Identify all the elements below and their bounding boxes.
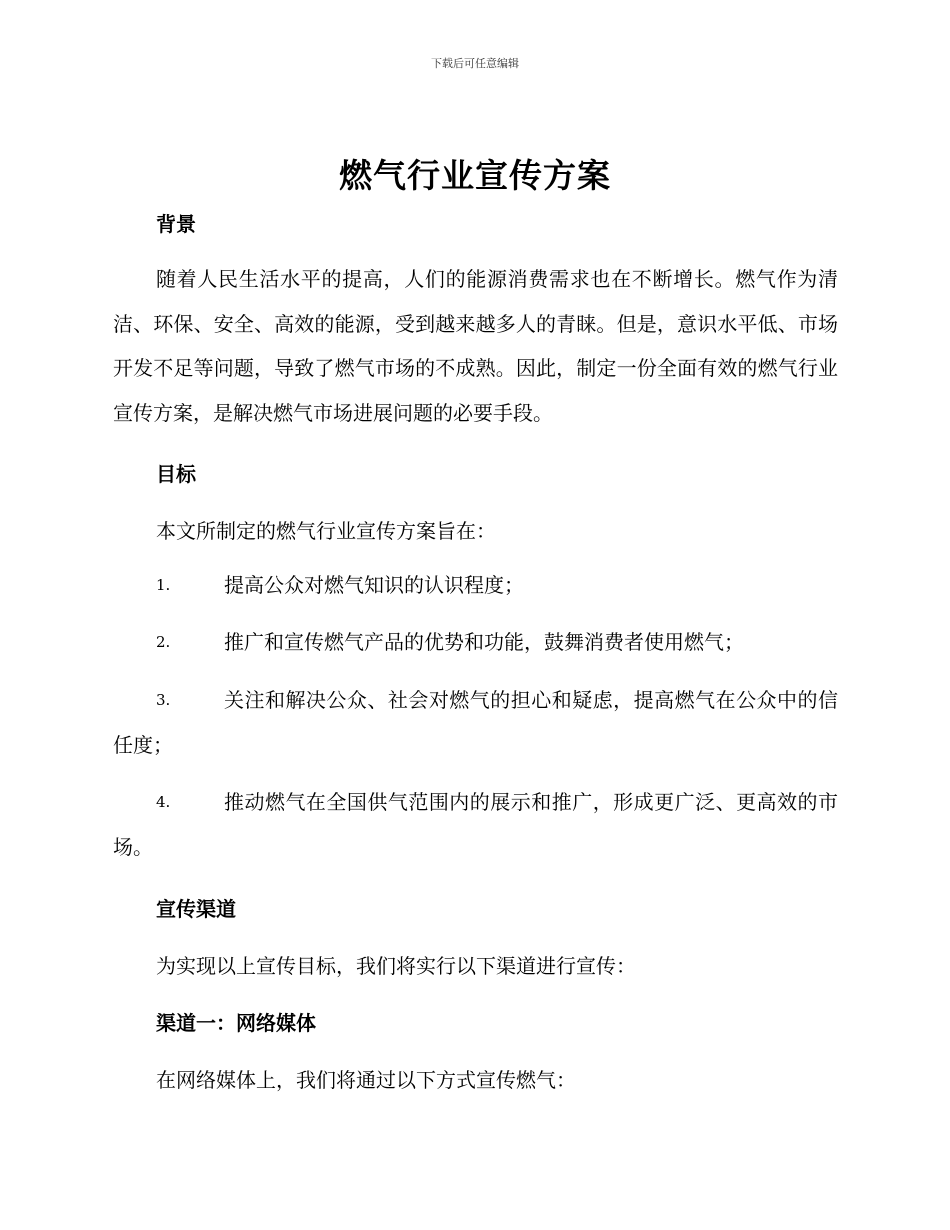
goals-heading: 目标 bbox=[156, 462, 196, 486]
goal-item-number: 2. bbox=[156, 633, 171, 651]
goal-item-3 bbox=[113, 678, 838, 768]
goal-item-text: 关注和解决公众、社会对燃气的担心和疑虑，提高燃气在公众中的信任度； bbox=[113, 688, 838, 757]
goal-item-number: 3. bbox=[156, 691, 171, 709]
channels-intro: 为实现以上宣传目标，我们将实行以下渠道进行宣传： bbox=[156, 954, 636, 978]
background-paragraph: 随着人民生活水平的提高，人们的能源消费需求也在不断增长。燃气作为清洁、环保、安全、高效的能源，受到越来越多人的青睐。但是，意识水平低、市场开发不足等问题，导致了燃气市场的不成熟。因此，制定一份全面有效的燃气行业宣传方案，是解决燃气市场进展问题的必要手段。 bbox=[113, 267, 838, 425]
goal-item-1 bbox=[113, 563, 838, 608]
goal-item-text: 推动燃气在全国供气范围内的展示和推广，形成更广泛、更高效的市场。 bbox=[113, 790, 838, 859]
goals-intro: 本文所制定的燃气行业宣传方案旨在： bbox=[156, 519, 496, 543]
goal-item-number: 1. bbox=[156, 576, 171, 594]
channel-1-intro: 在网络媒体上，我们将通过以下方式宣传燃气： bbox=[156, 1068, 576, 1092]
header-note: 下载后可任意编辑 bbox=[431, 57, 519, 70]
goal-item-text: 提高公众对燃气知识的认识程度； bbox=[224, 573, 524, 597]
goal-item-4 bbox=[113, 780, 838, 870]
background-heading: 背景 bbox=[156, 212, 196, 236]
channel-1-heading: 渠道一：网络媒体 bbox=[156, 1011, 316, 1035]
goal-item-2 bbox=[113, 620, 838, 665]
document-title: 燃气行业宣传方案 bbox=[339, 156, 611, 195]
channels-heading: 宣传渠道 bbox=[156, 897, 236, 921]
goal-item-number: 4. bbox=[156, 793, 171, 811]
goal-item-text: 推广和宣传燃气产品的优势和功能，鼓舞消费者使用燃气； bbox=[224, 630, 744, 654]
